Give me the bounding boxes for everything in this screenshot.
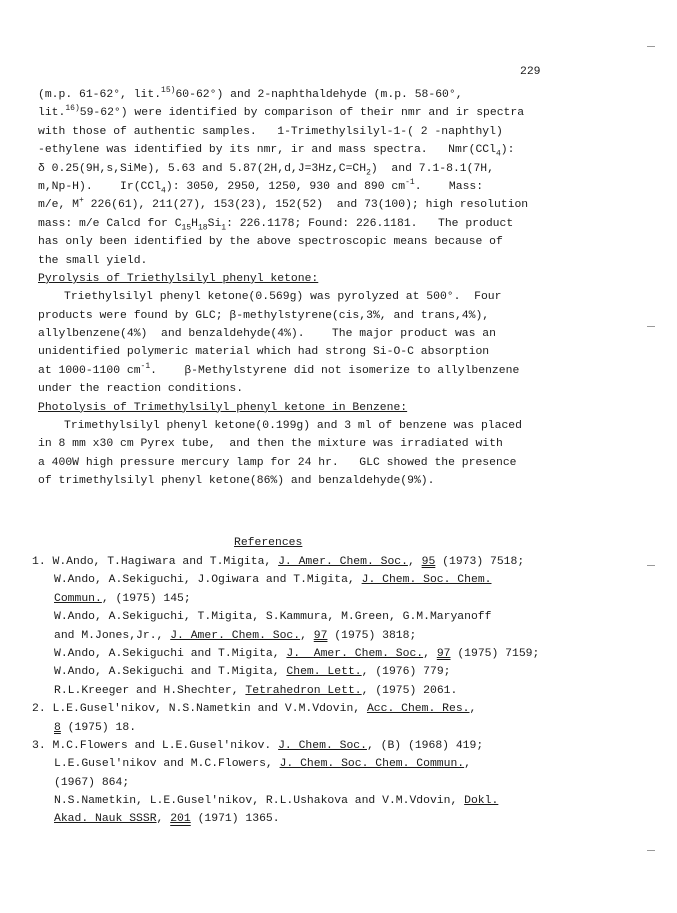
text-line: lit.$^{16)}$59-62°) were identified by comparison of their nmr and ir spectra — [38, 104, 525, 120]
text-line: with those of authentic samples. 1-Trimethylsilyl-1-( 2 -naphthyl) — [38, 125, 503, 138]
text-line: Triethylsilyl phenyl ketone(0.569g) was pyrolyzed at 500°. Four — [64, 291, 502, 304]
section-heading: Photolysis of Trimethylsilyl phenyl ketone in Benzene: — [38, 401, 408, 414]
reference-line: N.S.Nametkin, L.E.Gusel'nikov, R.L.Ushakova and V.M.Vdovin, Dokl. — [54, 795, 499, 808]
reference-line: 8 (1975) 18. — [54, 721, 137, 734]
reference-line: L.E.Gusel'nikov and M.C.Flowers, J. Chem. Soc. Chem. Commun., — [54, 758, 471, 771]
body-text — [38, 86, 638, 491]
text-line: at 1000-1100 $cm^{-1}$. β-Methylstyrene did not isomerize to allylbenzene — [38, 362, 520, 377]
text-line: products were found by GLC; β-methylstyrene(cis,3%, and trans,4%), — [38, 309, 490, 322]
reference-line: W.Ando, A.Sekiguchi and T.Migita, Chem. Lett., (1976) 779; — [54, 666, 451, 679]
reference-item: 1. W.Ando, T.Hagiwara and T.Migita, J. Amer. Chem. Soc., 95 (1973) 7518; — [32, 556, 525, 568]
text-line: in 8 mm x30 cm Pyrex tube, and then the mixture was irradiated with — [38, 438, 503, 451]
margin-mark — [647, 326, 655, 327]
text-line: unidentified polymeric material which had strong Si-O-C absorption — [38, 346, 490, 359]
margin-mark — [647, 46, 655, 47]
reference-line: Akad. Nauk SSSR, 201 (1971) 1365. — [54, 813, 280, 826]
text-line: under the reaction conditions. — [38, 383, 244, 396]
text-line: of trimethylsilyl phenyl ketone(86%) and benzaldehyde(9%). — [38, 475, 435, 488]
margin-mark — [647, 850, 655, 851]
text-line: m,Np-H). Ir(CCl$_4$): 3050, 2950, 1250, 930 and 890 $cm^{-1}$. Mass: — [38, 178, 484, 196]
page-number: 229 — [520, 66, 541, 78]
reference-line: Commun., (1975) 145; — [54, 592, 191, 605]
text-line: δ 0.25(9H,s,SiMe), 5.63 and $5.87(2H,d,J=3Hz,C=CH_2)$ and 7.1-8.1(7H, — [38, 162, 494, 177]
text-line: mass: m/e Calcd for $C_{15}H_{18}Si_1$: 226.1178; Found: 226.1181. The product — [38, 217, 514, 233]
text-line: Trimethylsilyl phenyl ketone(0.199g) and 3 ml of benzene was placed — [64, 420, 522, 433]
reference-line: W.Ando, A.Sekiguchi, T.Migita, S.Kammura, M.Green, G.M.Maryanoff — [54, 611, 492, 624]
reference-line: and M.Jones,Jr., J. Amer. Chem. Soc., 97 (1975) 3818; — [54, 629, 417, 642]
section-heading: Pyrolysis of Triethylsilyl phenyl ketone: — [38, 272, 319, 285]
reference-item: 3. M.C.Flowers and L.E.Gusel'nikov. J. Chem. Soc., (B) (1968) 419; — [32, 739, 484, 752]
text-line: (m.p. 61-62°, lit.$^{15)}$60-62°) and 2-naphthaldehyde (m.p. 58-60°, — [38, 86, 463, 101]
reference-line: R.L.Kreeger and H.Shechter, Tetrahedron Lett., (1975) 2061. — [54, 684, 458, 697]
text-line: has only been identified by the above spectroscopic means because of — [38, 236, 503, 249]
reference-list — [32, 553, 652, 829]
text-line: a 400W high pressure mercury lamp for 24 hr. GLC showed the presence — [38, 456, 517, 469]
text-line: allylbenzene(4%) and benzaldehyde(4%). The major product was an — [38, 328, 496, 341]
reference-item: 2. L.E.Gusel'nikov, N.S.Nametkin and V.M.Vdovin, Acc. Chem. Res., — [32, 703, 477, 716]
text-line: the small yield. — [38, 254, 148, 267]
references-heading: References — [234, 537, 303, 549]
reference-line: (1967) 864; — [54, 776, 130, 789]
reference-line: W.Ando, A.Sekiguchi, J.Ogiwara and T.Migita, J. Chem. Soc. Chem. — [54, 574, 492, 587]
text-line: -ethylene was identified by its nmr, ir and mass spectra. Nmr(CCl$_4$): — [38, 144, 515, 159]
reference-line: W.Ando, A.Sekiguchi and T.Migita, J. Amer. Chem. Soc., 97 (1975) 7159; — [54, 647, 540, 660]
text-line: m/e, M+ 226(61), 211(27), 153(23), 152(52) and 73(100); high resolution — [38, 196, 529, 212]
